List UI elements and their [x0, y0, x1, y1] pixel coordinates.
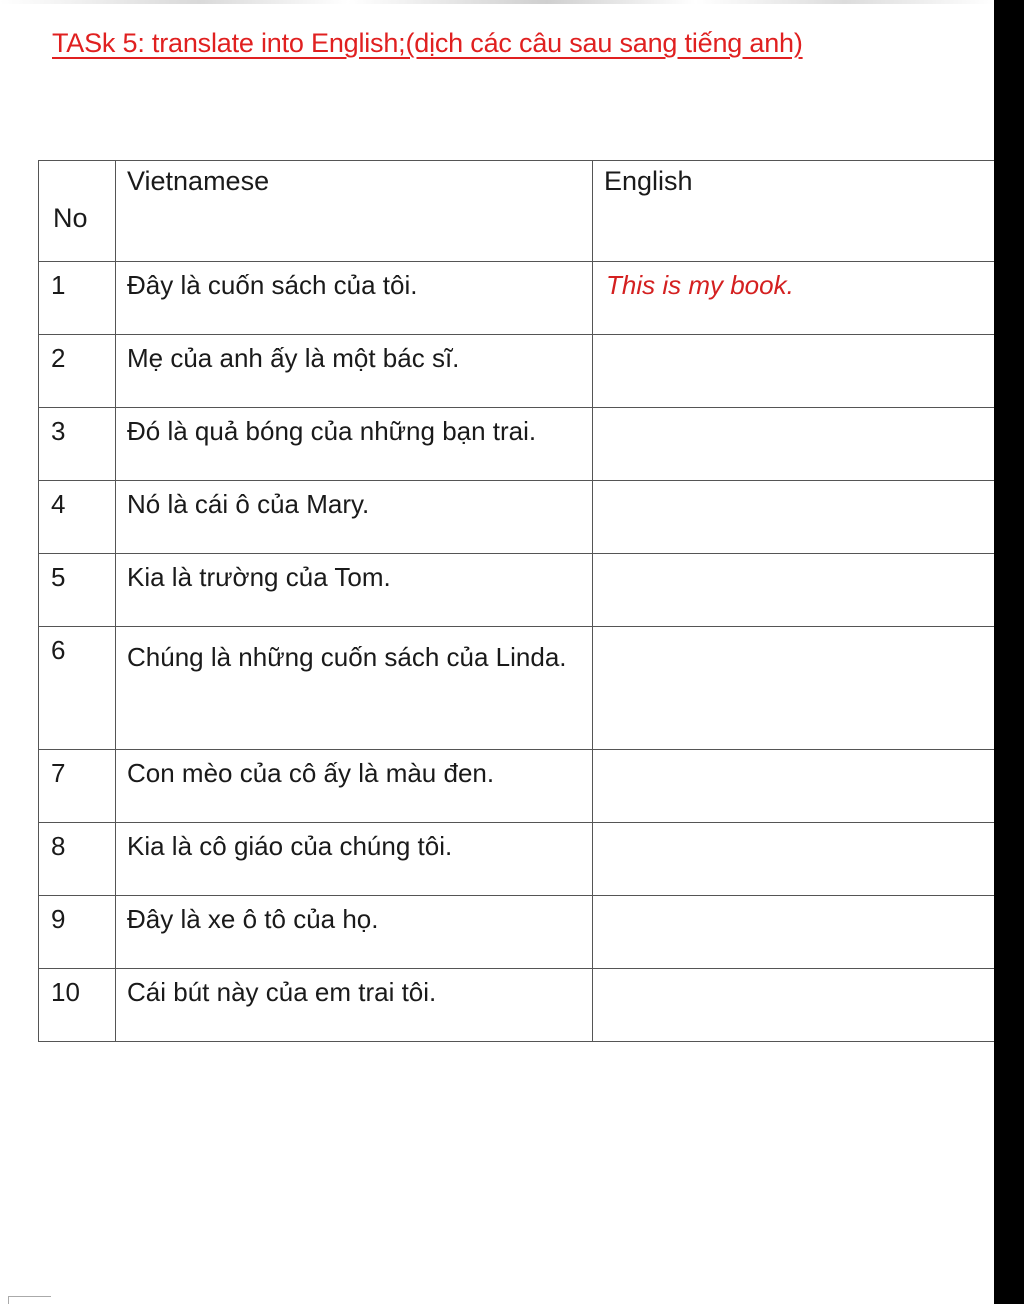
table-row [39, 969, 995, 1042]
task-title: TASk 5: translate into English;(dịch các câu sau sang tiếng anh) [52, 28, 803, 58]
vietnamese-sentence: Cái bút này của em trai tôi. [127, 977, 437, 1007]
table-row [39, 408, 995, 481]
english-answer-cell[interactable] [593, 335, 995, 408]
row-number-cell [39, 481, 116, 554]
english-answer [593, 969, 994, 977]
english-answer-cell[interactable] [593, 750, 995, 823]
table-row [39, 750, 995, 823]
table-row [39, 896, 995, 969]
table-row [39, 627, 995, 750]
vietnamese-cell [116, 896, 593, 969]
vietnamese-sentence: Mẹ của anh ấy là một bác sĩ. [127, 343, 460, 373]
row-number-cell [39, 896, 116, 969]
vietnamese-sentence: Kia là cô giáo của chúng tôi. [127, 831, 453, 861]
row-number-cell [39, 554, 116, 627]
row-number: 8 [51, 831, 66, 861]
row-number: 2 [51, 343, 66, 373]
vietnamese-sentence: Đó là quả bóng của những bạn trai. [127, 416, 537, 446]
english-answer [593, 896, 994, 904]
english-answer [593, 335, 994, 343]
english-answer-cell[interactable] [593, 896, 995, 969]
english-answer [593, 408, 994, 416]
vietnamese-cell [116, 750, 593, 823]
vietnamese-sentence: Kia là trường của Tom. [127, 562, 391, 592]
english-answer-cell[interactable] [593, 554, 995, 627]
vietnamese-sentence: Nó là cái ô của Mary. [127, 489, 370, 519]
english-answer [593, 627, 994, 635]
row-number-cell [39, 750, 116, 823]
english-answer [593, 823, 994, 831]
cropped-previous-text [0, 0, 994, 4]
row-number: 10 [51, 977, 80, 1007]
header-english: English [604, 166, 693, 196]
vietnamese-cell [116, 335, 593, 408]
english-answer-cell[interactable] [593, 627, 995, 750]
english-answer [593, 750, 994, 758]
row-number: 5 [51, 562, 66, 592]
table-row [39, 481, 995, 554]
table-row [39, 554, 995, 627]
row-number-cell [39, 969, 116, 1042]
row-number-cell [39, 823, 116, 896]
row-number: 4 [51, 489, 66, 519]
table-row [39, 823, 995, 896]
vietnamese-sentence: Con mèo của cô ấy là màu đen. [127, 758, 495, 788]
row-number: 9 [51, 904, 66, 934]
row-number: 1 [51, 270, 66, 300]
vietnamese-cell [116, 262, 593, 335]
english-answer-cell[interactable] [593, 408, 995, 481]
row-number: 7 [51, 758, 66, 788]
vietnamese-cell [116, 408, 593, 481]
row-number-cell [39, 627, 116, 750]
header-no-cell [39, 161, 116, 262]
row-number-cell [39, 335, 116, 408]
vietnamese-cell [116, 823, 593, 896]
row-number: 3 [51, 416, 66, 446]
header-vietnamese: Vietnamese [127, 166, 270, 196]
vietnamese-cell [116, 969, 593, 1042]
translation-table [38, 160, 994, 1042]
english-answer-cell[interactable] [593, 969, 995, 1042]
table-row [39, 262, 995, 335]
header-no: No [53, 203, 88, 233]
vietnamese-sentence: Chúng là những cuốn sách của Linda. [127, 642, 567, 672]
english-answer-cell[interactable] [593, 262, 995, 335]
row-number: 6 [51, 635, 66, 665]
table-header-row [39, 161, 995, 262]
row-number-cell [39, 408, 116, 481]
english-answer-cell[interactable] [593, 823, 995, 896]
english-answer: This is my book. [606, 270, 794, 300]
vietnamese-sentence: Đây là xe ô tô của họ. [127, 904, 379, 934]
vietnamese-sentence: Đây là cuốn sách của tôi. [127, 270, 418, 300]
header-english-cell [593, 161, 995, 262]
vietnamese-cell [116, 481, 593, 554]
vietnamese-cell [116, 554, 593, 627]
english-answer [593, 481, 994, 489]
table-row [39, 335, 995, 408]
row-number-cell [39, 262, 116, 335]
corner-mark [8, 1296, 51, 1304]
vietnamese-cell [116, 627, 593, 750]
english-answer-cell[interactable] [593, 481, 995, 554]
english-answer [593, 554, 994, 562]
header-vietnamese-cell [116, 161, 593, 262]
